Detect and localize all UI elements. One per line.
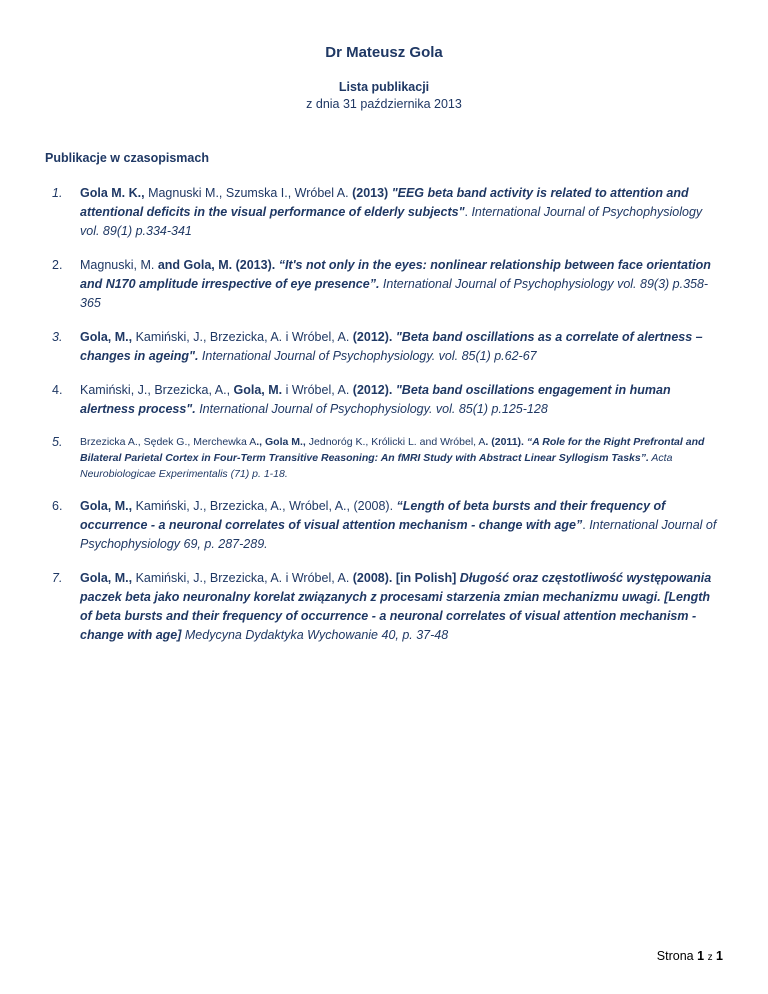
author-highlight: Gola, M. — [230, 383, 283, 397]
publication-item — [52, 434, 724, 482]
author-highlight: Gola M. K., — [80, 186, 145, 200]
authors-rest: i Wróbel, A. — [282, 383, 350, 397]
publication-list — [52, 184, 724, 660]
authors: Kamiński, J., Brzezicka, A., Wróbel, A., (2008). — [132, 499, 394, 513]
author-highlight: ., Gola M., — [256, 436, 306, 448]
journal: Acta Neurobiologicae Experimentalis (71) p. 1-18. — [80, 452, 673, 480]
document-date: z dnia 31 października 2013 — [306, 97, 462, 111]
author-highlight: and Gola, M. (2013). — [154, 258, 276, 272]
footer-of: z — [707, 952, 713, 963]
publication-item — [52, 184, 724, 241]
item-number: 7. — [52, 571, 63, 585]
publication-item — [52, 497, 724, 554]
journal: International Journal of Psychophysiology. vol. 85(1) p.125-128 — [195, 402, 548, 416]
footer-label: Strona — [656, 949, 694, 963]
journal: International Journal of Psychophysiology 69, p. 287-289. — [80, 518, 717, 551]
item-number: 6. — [52, 499, 63, 513]
publication-item — [52, 381, 724, 419]
item-number: 4. — [52, 383, 63, 397]
publication-title: “It's not only in the eyes: nonlinear relationship between face orientation and N170 amplitude irrespective of eye presence”. — [80, 258, 711, 291]
page-footer — [657, 949, 723, 963]
author-highlight: Gola, M., — [80, 499, 133, 513]
footer-page-number: 1 — [697, 949, 705, 963]
year: (2012). — [349, 383, 393, 397]
year: (2008). [in Polish] — [349, 571, 457, 585]
publication-item — [52, 256, 724, 313]
publication-title: "Beta band oscillations engagement in human alertness process". — [80, 383, 671, 416]
author-highlight: Gola, M., — [80, 330, 133, 344]
publication-title: "EEG beta band activity is related to attention and attentional deficits in the visual performance of elderly subjects" — [80, 186, 689, 219]
year: (2012). — [349, 330, 393, 344]
journal: International Journal of Psychophysiology vol. 89(1) p.334-341 — [80, 205, 703, 238]
authors-rest: Jednoróg K., Królicki L. and Wróbel, A — [305, 436, 486, 448]
item-number: 5. — [52, 435, 63, 449]
authors: Kamiński, J., Brzezicka, A. i Wróbel, A. — [132, 330, 350, 344]
publication-title: "Beta band oscillations as a correlate of alertness – changes in ageing". — [80, 330, 703, 363]
section-heading: Publikacje w czasopismach — [45, 151, 209, 165]
journal: Medycyna Dydaktyka Wychowanie 40, p. 37-48 — [181, 628, 449, 642]
publication-item — [52, 328, 724, 366]
publication-title: “Length of beta bursts and their frequency of occurrence - a neuronal correlates of visual attention mechanism - change with age” — [80, 499, 666, 532]
authors: Brzezicka A., Sędek G., Merchewka A — [80, 436, 257, 448]
publication-title: “A Role for the Right Prefrontal and Bilateral Parietal Cortex in Four-Term Transitive Reasoning: An fMRI Study with Abstract Linear Syllogism Tasks”. — [80, 436, 705, 464]
punctuation: . — [582, 518, 586, 532]
publication-item — [52, 569, 724, 645]
authors: Magnuski, M. — [80, 258, 155, 272]
journal: International Journal of Psychophysiology vol. 89(3) p.358-365 — [80, 277, 709, 310]
year: (2013) — [348, 186, 389, 200]
punctuation: . — [464, 205, 468, 219]
authors: Kamiński, J., Brzezicka, A., — [80, 383, 231, 397]
author-highlight: Gola, M., — [80, 571, 133, 585]
document-subtitle: Lista publikacji — [338, 80, 430, 94]
item-number: 3. — [52, 330, 63, 344]
item-number: 1. — [52, 186, 63, 200]
authors: Kamiński, J., Brzezicka, A. i Wróbel, A. — [132, 571, 350, 585]
publication-title: Długość oraz częstotliwość występowania paczek beta jako neuronalny korelat związanych z procesami starzenia zmian mechanizmu uwagi. [Length of beta bursts and their frequency of occurrence - a neuronal correlates of visual attention mechanism - change with age] — [80, 571, 712, 642]
footer-total-pages: 1 — [716, 949, 723, 963]
page-title: Dr Mateusz Gola — [325, 44, 443, 61]
year: . (2011). — [485, 436, 524, 448]
journal: International Journal of Psychophysiology. vol. 85(1) p.62-67 — [198, 349, 537, 363]
authors: Magnuski M., Szumska I., Wróbel A. — [144, 186, 349, 200]
item-number: 2. — [52, 258, 63, 272]
